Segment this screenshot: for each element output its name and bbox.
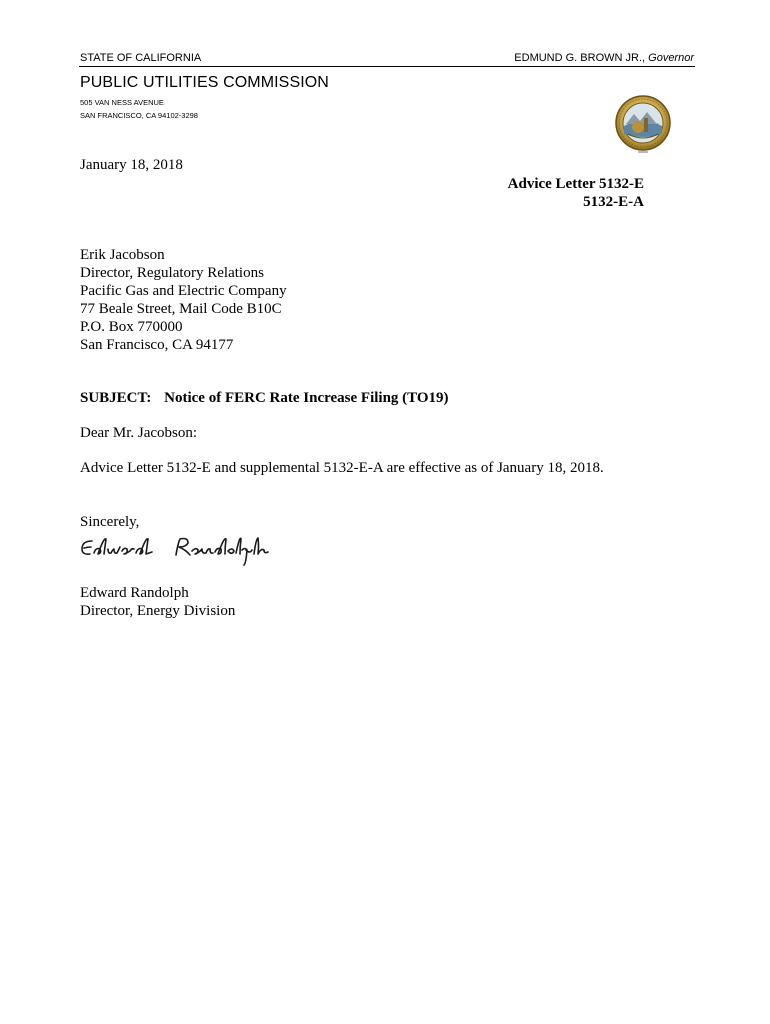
governor-title: Governor xyxy=(648,52,694,64)
governor-name: EDMUND G. BROWN JR., xyxy=(514,52,646,64)
signer-title: Director, Energy Division xyxy=(80,603,236,619)
agency-name: PUBLIC UTILITIES COMMISSION xyxy=(80,74,329,91)
closing: Sincerely, xyxy=(80,514,140,530)
letter-date: January 18, 2018 xyxy=(80,157,183,173)
letter-body: Advice Letter 5132-E and supplemental 5132-E-A are effective as of January 18, 2018. xyxy=(80,460,604,476)
salutation: Dear Mr. Jacobson: xyxy=(80,425,198,441)
header-divider xyxy=(79,66,695,67)
agency-address-street: 505 VAN NESS AVENUE xyxy=(80,98,164,107)
california-state-seal-icon xyxy=(614,94,672,156)
advice-letter-number: Advice Letter 5132-E xyxy=(507,176,644,192)
handwritten-signature xyxy=(78,533,273,567)
recipient-street: 77 Beale Street, Mail Code B10C xyxy=(80,301,282,317)
recipient-company: Pacific Gas and Electric Company xyxy=(80,283,287,299)
subject-label: SUBJECT: xyxy=(80,390,152,406)
state-of-california-label: STATE OF CALIFORNIA xyxy=(80,52,202,64)
recipient-po-box: P.O. Box 770000 xyxy=(80,319,183,335)
governor-line xyxy=(514,52,694,64)
recipient-city: San Francisco, CA 94177 xyxy=(80,337,234,353)
recipient-title: Director, Regulatory Relations xyxy=(80,265,264,281)
subject-line xyxy=(80,390,449,407)
recipient-name: Erik Jacobson xyxy=(80,247,165,263)
advice-letter-supplement: 5132-E-A xyxy=(583,194,644,210)
subject-text: Notice of FERC Rate Increase Filing (TO19) xyxy=(164,390,449,406)
agency-address-city: SAN FRANCISCO, CA 94102-3298 xyxy=(80,111,198,120)
signer-name: Edward Randolph xyxy=(80,585,189,601)
